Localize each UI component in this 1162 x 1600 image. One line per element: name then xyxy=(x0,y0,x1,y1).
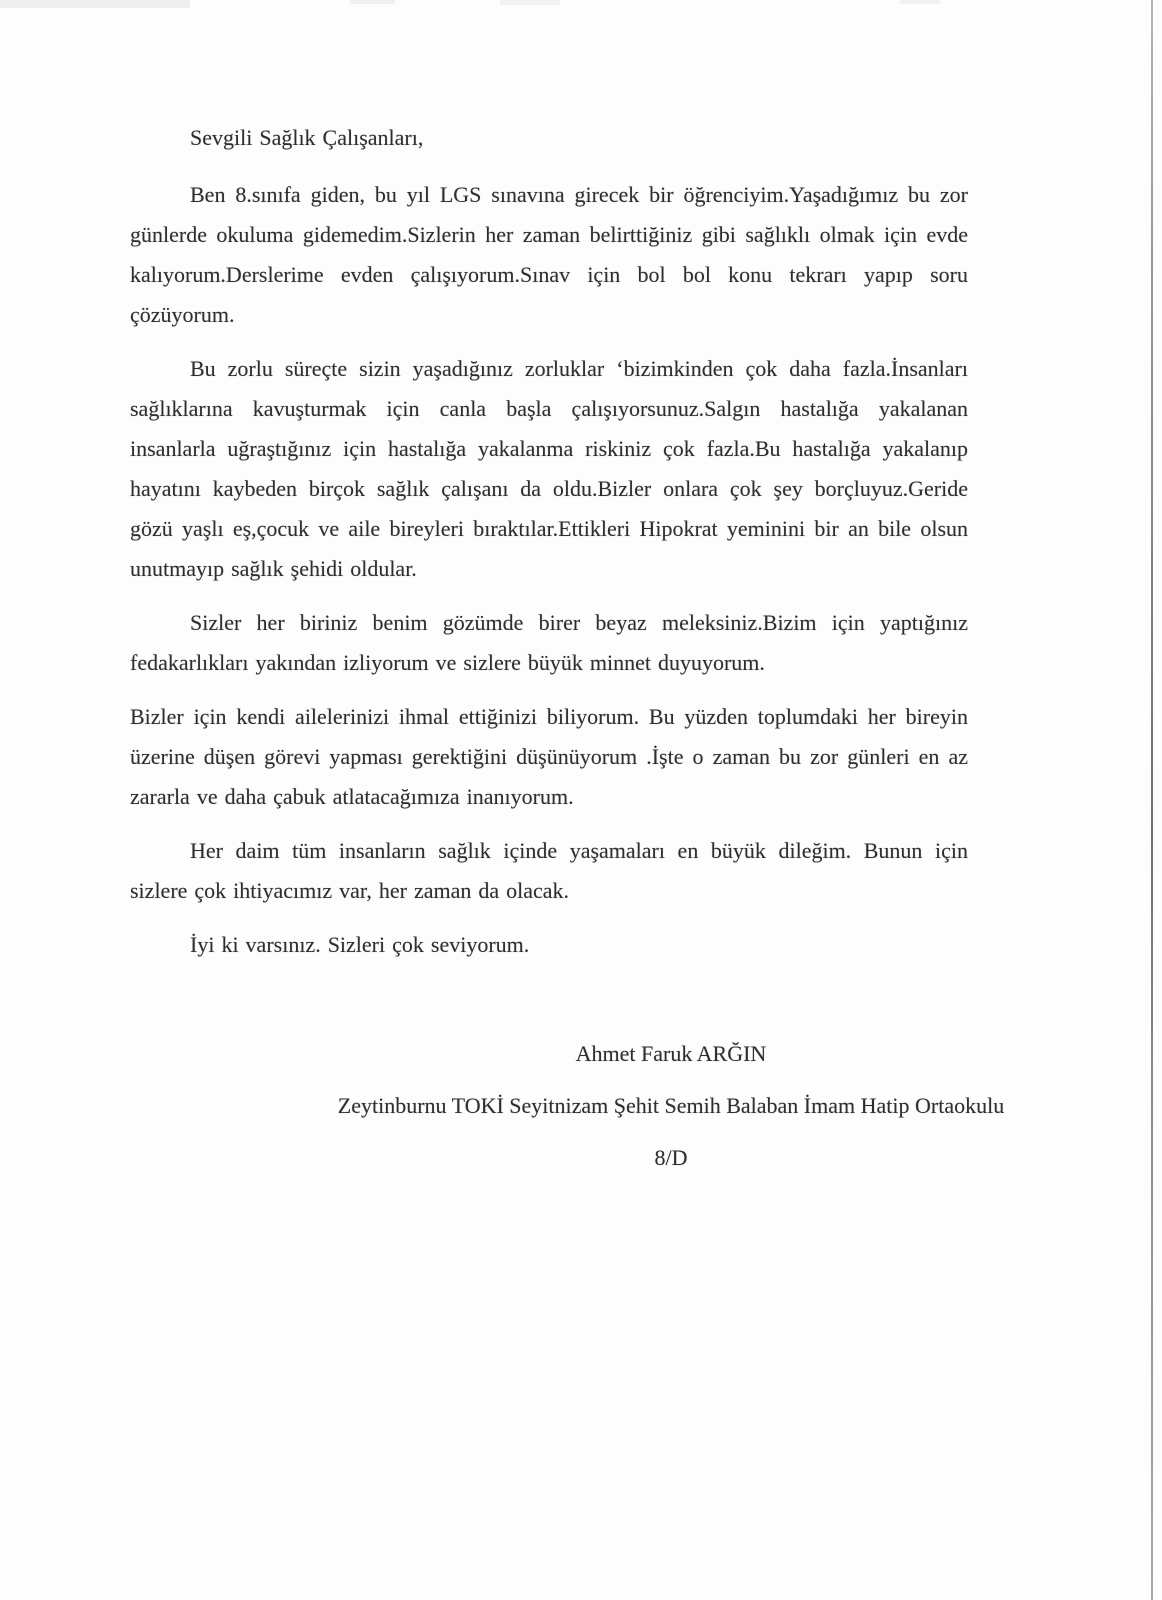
paragraph-intro: Ben 8.sınıfa giden, bu yıl LGS sınavına girecek bir öğrenciyim.Yaşadığımız bu zor günlerde okuluma gidemedim.Sizlerin her zaman belirttiğiniz gibi sağlıklı olmak için evde kalıyorum.Derslerime evden çalışıyorum.Sınav için bol bol konu tekrarı yapıp soru çözüyorum. xyxy=(130,182,968,327)
signature-class: 8/D xyxy=(654,1145,688,1170)
scan-smudge-artifact xyxy=(500,0,560,5)
paragraph-struggles: Bu zorlu süreçte sizin yaşadığınız zorluklar ‘bizimkinden çok daha fazla.İnsanları sağlıklarına kavuşturmak için canla başla çalışıyorsunuz.Salgın hastalığa yakalanan insanlarla uğraştığınız için hastalığa yakalanma riskiniz çok fazla.Bu hastalığa yakalanıp hayatını kaybeden birçok sağlık çalışanı da oldu.Bizler onlara çok şey borçluyuz.Geride gözü yaşlı eş,çocuk ve aile bireyleri bıraktılar.Ettikleri Hipokrat yeminini bir an bile olsun unutmayıp sağlık şehidi oldular. xyxy=(130,356,968,581)
paragraph-angels: Sizler her biriniz benim gözümde birer beyaz meleksiniz.Bizim için yaptığınız fedakarlıkları yakından izliyorum ve sizlere büyük minnet duyuyorum. xyxy=(130,610,968,675)
greeting-line: Sevgili Sağlık Çalışanları, xyxy=(190,125,424,150)
signature-name: Ahmet Faruk ARĞIN xyxy=(575,1041,767,1066)
paragraph-duty: Bizler için kendi ailelerinizi ihmal ettiğinizi biliyorum. Bu yüzden toplumdaki her bireyin üzerine düşen görevi yapması gerektiğini düşünüyorum .İşte o zaman bu zor günleri en az zararla ve daha çabuk atlatacağımıza inanıyorum. xyxy=(130,704,968,809)
letter-body xyxy=(130,118,968,979)
scan-smudge-artifact xyxy=(350,0,395,4)
signature-school: Zeytinburnu TOKİ Seyitnizam Şehit Semih Balaban İmam Hatip Ortaokulu xyxy=(337,1093,1005,1118)
signature-block xyxy=(0,1028,1162,1184)
paragraph-closing: İyi ki varsınız. Sizleri çok seviyorum. xyxy=(190,932,530,957)
scan-smudge-artifact xyxy=(0,0,190,8)
scan-smudge-artifact xyxy=(900,0,940,4)
paragraph-wish: Her daim tüm insanların sağlık içinde yaşamaları en büyük dileğim. Bunun için sizlere çok ihtiyacımız var, her zaman da olacak. xyxy=(130,838,968,903)
scan-edge-line xyxy=(1151,0,1153,1600)
